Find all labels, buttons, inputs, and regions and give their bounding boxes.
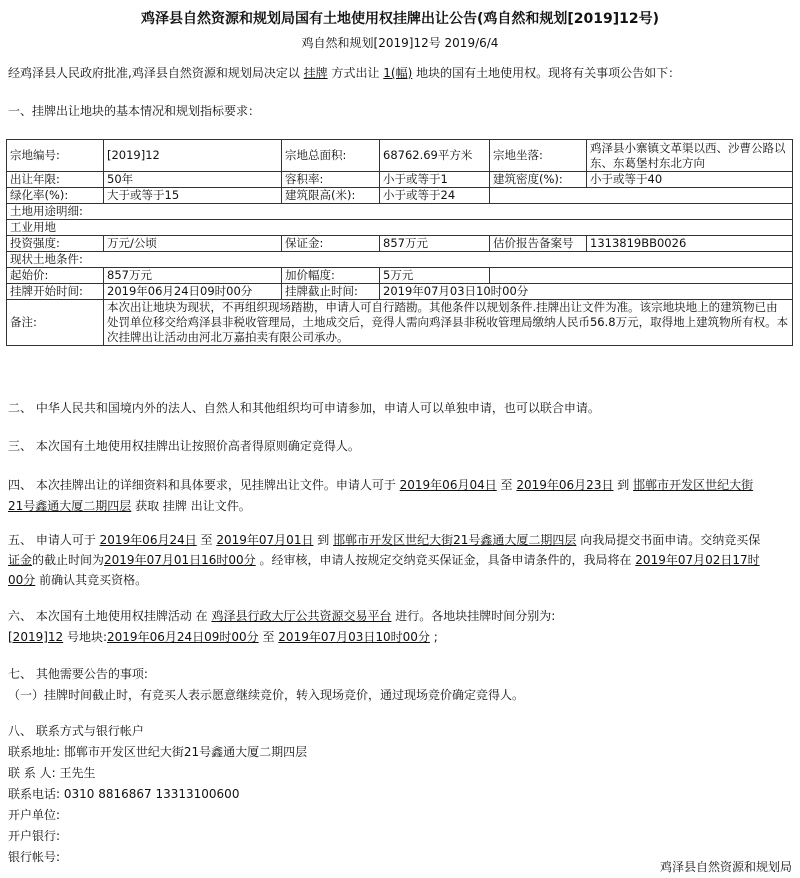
table-cell: 备注: xyxy=(7,300,104,346)
table-cell: 50年 xyxy=(104,172,282,188)
table-row xyxy=(7,284,793,300)
account-number: 银行帐号: xyxy=(8,850,61,864)
section6: 六、 本次国有土地使用权挂牌活动 在 鸡泽县行政大厅公共资源交易平台 进行。各地块挂牌时间分别为: [2019]12 号地块:2019年06月24日09时00分 至 2019年07月03日10时00分 ; xyxy=(8,609,556,644)
section2: 二、 中华人民共和国境内外的法人、自然人和其他组织均可申请参加，申请人可以单独申请，也可以联合申请。 xyxy=(8,401,600,415)
table-row xyxy=(7,268,793,284)
table-cell: 土地用途明细: xyxy=(7,204,793,220)
table-row xyxy=(7,140,793,172)
table-cell: 出让年限: xyxy=(7,172,104,188)
section4: 四、 本次挂牌出让的详细资料和具体要求，见挂牌出让文件。申请人可于 2019年06月04日 至 2019年06月23日 到 邯郸市开发区世纪大街 21号鑫通大厦二期四层 获取 挂牌 出让文件。 xyxy=(8,478,754,513)
table-cell: 2019年06月24日09时00分 xyxy=(104,284,282,300)
remarks-cell: 本次出让地块为现状，不再组织现场踏勘，申请人可自行踏勘。其他条件以规划条件.挂牌出让文件为准。该宗地块地上的建筑物已由处罚单位移交给鸡泽县非税收管理局，土地成交后，竞得人需向鸡泽县非税收管理局缴纳人民币56.8万元，取得地上建筑物所有权。本次挂牌出让活动由河北万嘉拍卖有限公司承办。 xyxy=(104,300,793,346)
table-cell: 估价报告备案号 xyxy=(490,236,587,252)
contact-address: 联系地址: 邯郸市开发区世纪大街21号鑫通大厦二期四层 xyxy=(8,745,308,759)
table-row xyxy=(7,220,793,236)
section5: 五、 申请人可于 2019年06月24日 至 2019年07月01日 到 邯郸市开发区世纪大街21号鑫通大厦二期四层 向我局提交书面申请。交纳竞买保 证金的截止时间为2019年07月01日16时00分 。经审核，申请人按规定交纳竞买保证金，具备申请条件的，我局将在 2019年07月02日17时 00分 前确认其竞买资格。 xyxy=(8,533,761,587)
contact-phone: 联系电话: 0310 8816867 13313100600 xyxy=(8,787,240,801)
parcel-info-table xyxy=(6,139,793,346)
account-unit: 开户单位: xyxy=(8,808,61,822)
table-cell: [2019]12 xyxy=(104,140,282,172)
account-bank: 开户银行: xyxy=(8,829,61,843)
section3: 三、 本次国有土地使用权挂牌出让按照价高者得原则确定竞得人。 xyxy=(8,439,360,453)
table-row xyxy=(7,204,793,220)
table-row xyxy=(7,172,793,188)
table-cell: 现状土地条件: xyxy=(7,252,793,268)
table-cell xyxy=(490,188,793,204)
document-number: 鸡自然和规划[2019]12号 2019/6/4 xyxy=(301,36,499,50)
table-cell: 挂牌开始时间: xyxy=(7,284,104,300)
table-cell: 挂牌截止时间: xyxy=(282,284,380,300)
table-row xyxy=(7,300,793,346)
table-cell: 投资强度: xyxy=(7,236,104,252)
table-cell: 小于或等于24 xyxy=(380,188,490,204)
section7: 七、 其他需要公告的事项: （一）挂牌时间截止时，有竞买人表示愿意继续竞价，转入现场竞价，通过现场竞价确定竞得人。 xyxy=(8,667,525,702)
table-cell: 2019年07月03日10时00分 xyxy=(380,284,793,300)
table-row xyxy=(7,188,793,204)
table-cell: 加价幅度: xyxy=(282,268,380,284)
table-cell: 大于或等于15 xyxy=(104,188,282,204)
table-cell: 鸡泽县小寨镇文革渠以西、沙曹公路以东、东葛堡村东北方向 xyxy=(587,140,793,172)
table-cell: 宗地总面积: xyxy=(282,140,380,172)
table-cell: 万元/公顷 xyxy=(104,236,282,252)
page-title: 鸡泽县自然资源和规划局国有土地使用权挂牌出让公告(鸡自然和规划[2019]12号) xyxy=(140,11,660,27)
table-cell xyxy=(490,268,793,284)
table-cell: 建筑限高(米): xyxy=(282,188,380,204)
table-cell: 保证金: xyxy=(282,236,380,252)
table-cell: 建筑密度(%): xyxy=(490,172,587,188)
issuer-signature: 鸡泽县自然资源和规划局 xyxy=(659,860,792,874)
section1-heading: 一、挂牌出让地块的基本情况和规划指标要求： xyxy=(8,104,261,118)
table-cell: 小于或等于1 xyxy=(380,172,490,188)
table-cell: 857万元 xyxy=(104,268,282,284)
table-row xyxy=(7,252,793,268)
table-cell: 容积率: xyxy=(282,172,380,188)
table-cell: 起始价: xyxy=(7,268,104,284)
table-cell: 857万元 xyxy=(380,236,490,252)
table-cell: 5万元 xyxy=(380,268,490,284)
table-cell: 工业用地 xyxy=(7,220,793,236)
section8 xyxy=(8,721,790,868)
contact-person: 联 系 人: 王先生 xyxy=(8,766,96,780)
table-cell: 宗地坐落: xyxy=(490,140,587,172)
table-cell: 宗地编号: xyxy=(7,140,104,172)
table-cell: 小于或等于40 xyxy=(587,172,793,188)
table-cell: 1313819BB0026 xyxy=(587,236,793,252)
table-cell: 绿化率(%): xyxy=(7,188,104,204)
table-cell: 68762.69平方米 xyxy=(380,140,490,172)
intro-paragraph: 经鸡泽县人民政府批准,鸡泽县自然资源和规划局决定以 挂牌 方式出让 1(幅) 地块的国有土地使用权。现将有关事项公告如下： xyxy=(8,66,681,80)
table-row xyxy=(7,236,793,252)
section8-heading: 八、 联系方式与银行帐户 xyxy=(8,724,144,738)
